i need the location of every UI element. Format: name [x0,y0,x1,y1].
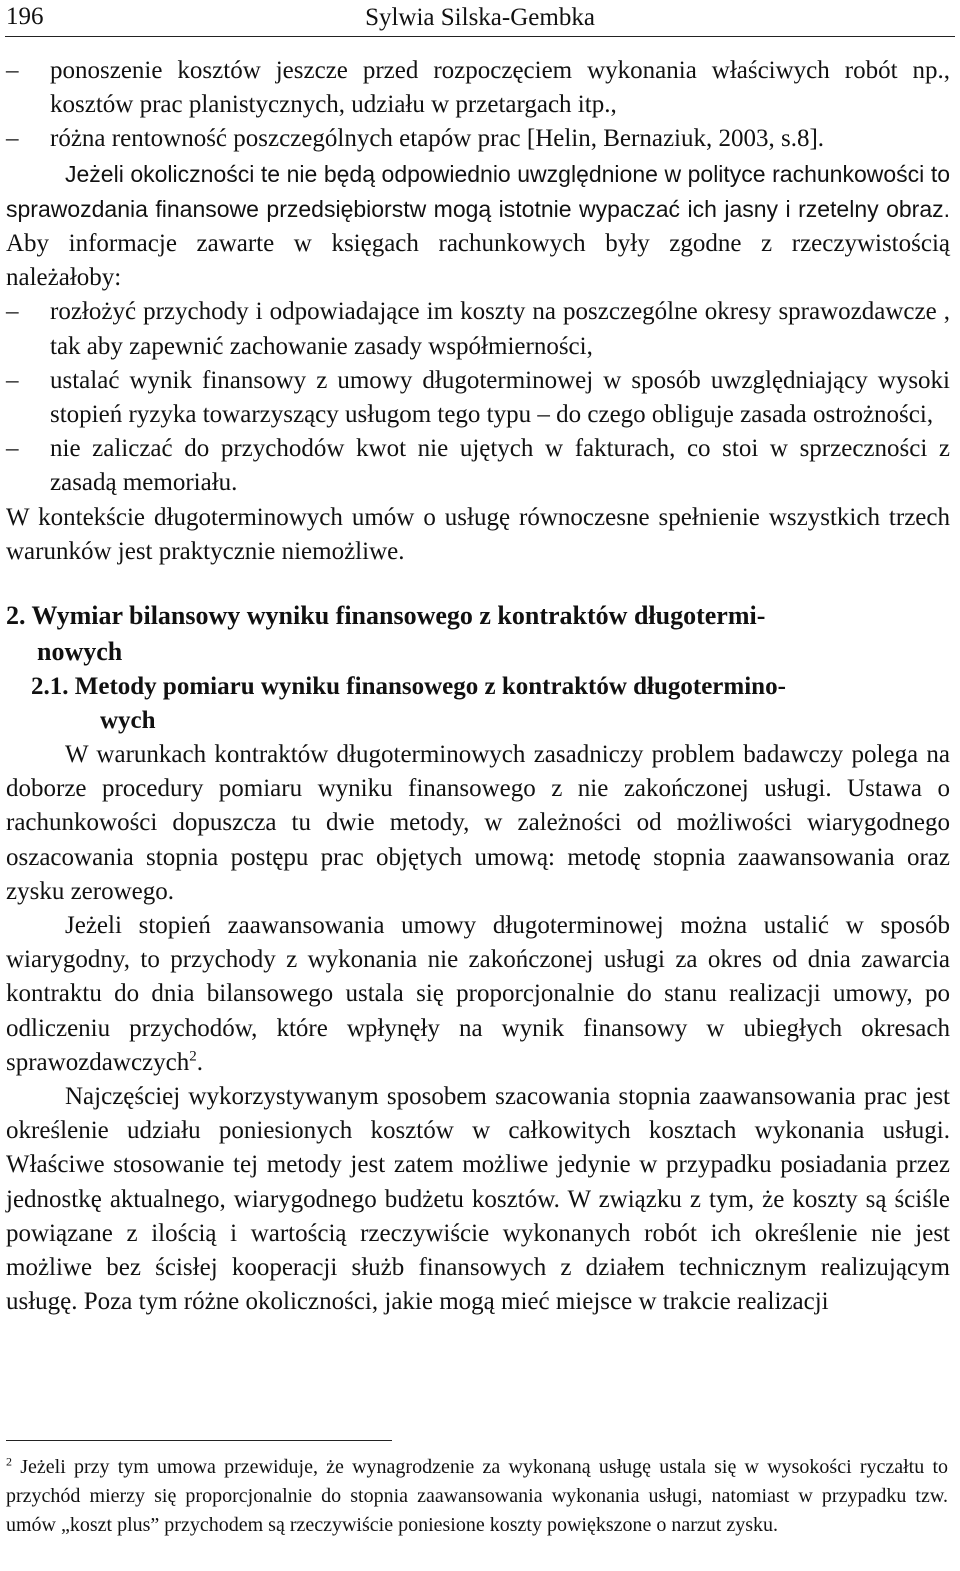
running-header [5,0,955,37]
list-dash: – [6,298,19,326]
list-item [6,364,950,432]
subsection-heading-line: 2.1. Metody pomiaru wyniku finansowego z kontraktów długotermino- [31,673,786,701]
list-dash: – [6,125,19,153]
list-item-text: rozłożyć przychody i odpowiadające im koszty na poszczególne okresy sprawozdawcze , tak aby zapewnić zachowanie zasady współmierności, [50,298,950,360]
list-item [6,122,950,156]
list-item-text: różna rentowność poszczególnych etapów prac [Helin, Bernaziuk, 2003, s.8]. [50,125,825,153]
subsection-heading-line: wych [100,707,156,735]
footnote-text: Jeżeli przy tym umowa przewiduje, że wynagrodzenie za wykonaną usługę ustala się w wysokości ryczałtu to przychód mierzy się proporcjonalnie do stopnia zaawansowania wykonania usługi, natomiast w przypadku tzw. umów „koszt plus” przychodem są rzeczywiście poniesione koszty powiększone o narzut zysku. [6,1456,949,1536]
paragraph-serif-segment: Aby informacje zawarte w księgach rachunkowych były zgodne z rzeczywistością należałoby: [6,230,950,292]
list-dash: – [6,366,19,394]
paragraph [6,157,950,296]
footnote-separator [6,1440,392,1441]
list-item [6,295,950,363]
paragraph: W kontekście długoterminowych umów o usługę równoczesne spełnienie wszystkich trzech warunków jest praktycznie niemożliwe. [6,503,950,565]
paragraph-end: . [196,1048,203,1076]
list-item [6,54,950,122]
section-heading-line: 2. Wymiar bilansowy wyniku finansowego z kontraktów długotermi- [6,601,766,631]
footnote-reference[interactable]: 2 [189,1048,197,1065]
paragraph: W warunkach kontraktów długoterminowych zasadniczy problem badawczy polega na doborze procedury pomiaru wyniku finansowego z nie zakończonej usługi. Ustawa o rachunkowości dopuszcza tu dwie metody, w zależności od możliwości wiarygodnego oszacowania stopnia postępu prac objętych umową: metodę stopnia zaawansowania oraz zysku zerowego. [6,741,950,905]
section-heading-line: nowych [37,637,123,667]
footnote [6,1453,948,1540]
paragraph [6,909,950,1080]
page-number: 196 [6,3,44,30]
list-item-text: ustalać wynik finansowy z umowy długoterminowej w sposób uwzględniający wysoki stopień ryzyka towarzyszący usługom tego typu – do czego obliguje zasada ostrożności, [50,366,950,429]
paragraph-sans-segment: Jeżeli okoliczności te nie będą odpowiednio uwzględnione w polityce rachunkowości to sprawozdania finansowe przedsiębiorstw mogą istotnie wypaczać ich jasny i rzetelny obraz. [6,160,950,222]
section-heading [6,598,950,670]
list-item-text: nie zaliczać do przychodów kwot nie ujętych w fakturach, co stoi w sprzeczności z zasadą memoriału. [50,435,950,497]
list-item [6,432,950,500]
list-dash: – [6,435,19,463]
list-item-text: ponoszenie kosztów jeszcze przed rozpoczęciem wykonania właściwych robót np., kosztów prac planistycznych, udziału w przetargach itp., [50,57,950,119]
body-text [6,54,950,1320]
paragraph: Najczęściej wykorzystywanym sposobem szacowania stopnia zaawansowania prac jest określenie udziału poniesionych kosztów w całkowitych kosztach wykonania usługi. Właściwe stosowanie tej metody jest zatem możliwe jedynie w przypadku posiadania przez jednostkę aktualnego, wiarygodnego budżetu kosztów. W związku z tym, że koszty są ściśle powiązane z ilością i wartością rzeczywiście wykonanych robót ich określenie nie jest możliwe bez ścisłej kooperacji służb finansowych z działem technicznym realizującym usługę. Poza tym różne okoliczności, jakie mogą mieć miejsce w trakcie realizacji [6,1083,950,1316]
subsection-heading [6,670,950,738]
list-dash: – [6,57,19,84]
footnote-mark: 2 [6,1454,12,1469]
running-header-author: Sylwia Silska-Gembka [365,4,595,31]
paragraph-text: Jeżeli stopień zaawansowania umowy długoterminowej można ustalić w sposób wiarygodny, to przychody z wykonania nie zakończonej usługi za okres od dnia zawarcia kontraktu do dnia bilansowego ustala się proporcjonalnie do stanu realizacji umowy, po odliczeniu przychodów, które wpłynęły na wynik finansowy w ubiegłych okresach sprawozdawczych [6,912,950,1076]
